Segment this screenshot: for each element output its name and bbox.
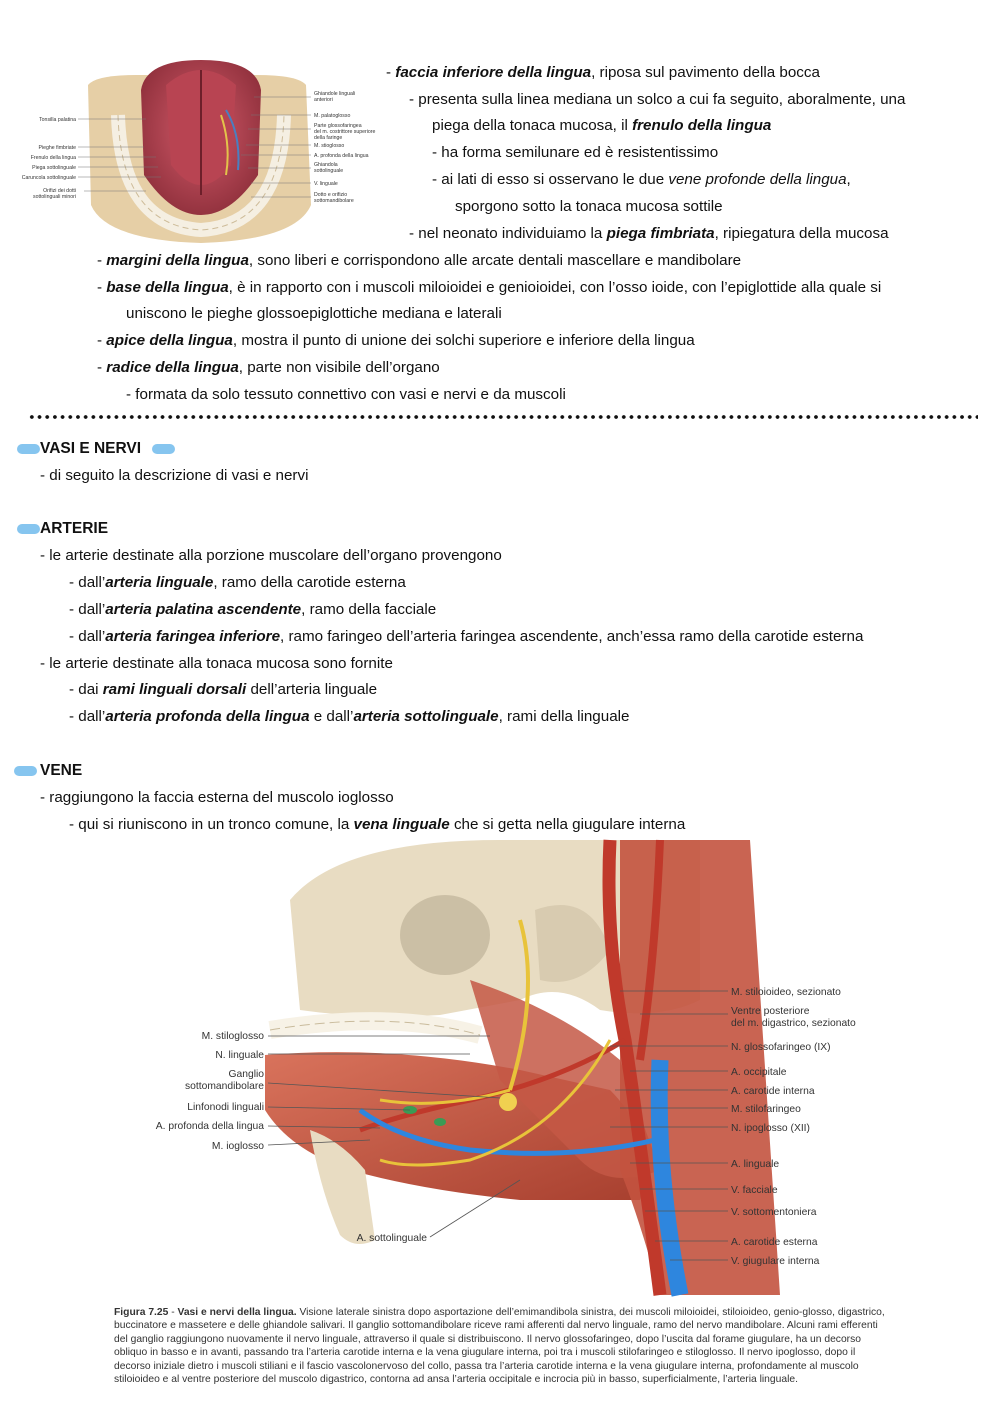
fig1-label: M. stioglosso (314, 143, 345, 149)
text-line: - apice della lingua, mostra il punto di unione dei solchi superiore e inferiore della lingua (97, 332, 695, 349)
text-line: - di seguito la descrizione di vasi e nervi (40, 467, 309, 484)
fig2-label: N. ipoglosso (XII) (731, 1123, 810, 1134)
fig1-label: sottomandibolare (314, 198, 354, 204)
heading-marker (14, 766, 37, 776)
text-line: - raggiungono la faccia esterna del muscolo ioglosso (40, 789, 394, 806)
text-line: - margini della lingua, sono liberi e corrispondono alle arcate dentali mascellare e mandibolare (97, 252, 742, 269)
tongue-inferior-illustration (21, 55, 376, 245)
section-heading-vene: VENE (40, 762, 83, 779)
section-heading-arterie: ARTERIE (40, 520, 109, 537)
fig2-label: M. stilofaringeo (731, 1104, 801, 1115)
fig2-label: N. linguale (215, 1050, 264, 1061)
fig2-label: A. profonda della lingua (155, 1121, 264, 1132)
fig1-label: Dotto e orifizio (314, 192, 348, 198)
fig1-label: anteriori (314, 97, 333, 103)
heading-marker (17, 444, 40, 454)
fig2-label: A. carotide interna (731, 1086, 815, 1097)
fig1-label: sottolinguale (314, 168, 344, 174)
fig1-label: Ghiandole linguali (314, 91, 356, 97)
fig1-label: Tonsilla palatina (39, 117, 76, 123)
fig1-label: M. palatoglosso (314, 113, 351, 119)
text-line: sporgono sotto la tonaca mucosa sottile (455, 198, 723, 215)
fig1-label: V. linguale (314, 181, 338, 187)
fig2-label: M. ioglosso (211, 1141, 264, 1152)
text-line: - dai rami linguali dorsali dell’arteria linguale (69, 681, 378, 698)
fig2-label: A. carotide esterna (731, 1237, 818, 1248)
text-line: - le arterie destinate alla tonaca mucosa sono fornite (40, 655, 393, 672)
fig2-label: A. sottolinguale (356, 1233, 427, 1244)
text-line: - presenta sulla linea mediana un solco a cui fa seguito, aboralmente, una (409, 91, 906, 108)
heading-marker (152, 444, 175, 454)
text-line: - dall’arteria palatina ascendente, ramo della facciale (69, 601, 437, 618)
fig2-label: A. linguale (731, 1159, 780, 1170)
fig2-label: V. giugulare interna (731, 1256, 820, 1267)
text-line: - ai lati di esso si osservano le due vene profonde della lingua, (432, 171, 851, 188)
fig1-label: Pieghe fimbriate (38, 145, 76, 151)
fig2-label: V. facciale (731, 1185, 778, 1196)
fig1-label: A. profonda della lingua (314, 153, 369, 159)
text-line: - formata da solo tessuto connettivo con vasi e nervi e da muscoli (126, 386, 566, 403)
fig1-label: della faringe (314, 135, 343, 141)
fig2-label: Linfonodi linguali (187, 1102, 264, 1113)
text-line: - qui si riuniscono in un tronco comune, la vena linguale che si getta nella giugulare interna (69, 816, 686, 833)
text-line: - dall’arteria profonda della lingua e dall’arteria sottolinguale, rami della linguale (69, 708, 630, 725)
fig1-label: del m. costrittore superiore (314, 129, 376, 135)
fig1-label: sottolinguali minori (33, 194, 76, 200)
text-line: piega della tonaca mucosa, il frenulo della lingua (432, 117, 772, 134)
text-line: - ha forma semilunare ed è resistentissimo (432, 144, 719, 161)
text-line: - nel neonato individuiamo la piega fimbriata, ripiegatura della mucosa (409, 225, 889, 242)
fig2-label: M. stiloglosso (201, 1031, 264, 1042)
fig1-label: Orifizi dei dotti (43, 188, 76, 194)
fig2-label: sottomandibolare (185, 1081, 264, 1092)
fig1-label: Frenulo della lingua (30, 155, 76, 161)
tongue-vessels-nerves-illustration (140, 840, 890, 1295)
text-line: - base della lingua, è in rapporto con i muscoli miloioidei e genioioidei, con l’osso ioide, con l’epiglottide alla quale si (97, 279, 882, 296)
fig1-label: Caruncola sottolinguale (21, 175, 76, 181)
figure-caption: Figura 7.25 - Vasi e nervi della lingua. Visione laterale sinistra dopo asportazione dell’emimandibola sinistra, dei muscoli miloioidei, stiloioideo, genio-glosso, digastrico, buccinatore e massetere e delle ghiandole salivari. Il ganglio sottomandibolare riceve rami afferenti dal nervo linguale, ramo del nervo mandibolare. Alcuni rami efferenti del ganglio raggiungono nuovamente il nervo linguale, attraverso il quale si distribuiscono. Il nervo glossofaringeo, dopo l’uscita dal forame giugulare, ha un decorso obliquo in basso e in avanti, passando tra l’arteria carotide interna e la vena giugulare interna, poi tra i muscoli stilofaringeo e stiloglosso. Il nervo ipoglosso, dopo il decorso iniziale dietro i muscoli stiliani e il fascio vascolonervoso del collo, passa tra l’arteria carotide interna e la vena giugulare interna, profondamente al muscolo stiloioideo e al ventre posteriore del muscolo digastrico, contorna ad ansa l’arteria occipitale e incrocia più in basso, superficialmente, l’arteria linguale. (114, 1307, 885, 1386)
text-line: uniscono le pieghe glossoepiglottiche mediana e laterali (126, 305, 502, 322)
text-line: - dall’arteria faringea inferiore, ramo faringeo dell’arteria faringea ascendente, anch’essa ramo della carotide esterna (69, 628, 864, 645)
fig2-label: V. sottomentoniera (731, 1207, 817, 1218)
dotted-divider (28, 413, 978, 421)
fig1-label: Piega sottolinguale (32, 165, 76, 171)
heading-marker (17, 524, 40, 534)
text-line: - faccia inferiore della lingua, riposa sul pavimento della bocca (386, 64, 820, 81)
fig1-label: Ghiandola (314, 162, 338, 168)
text-line: - le arterie destinate alla porzione muscolare dell’organo provengono (40, 547, 502, 564)
fig2-label: M. stiloioideo, sezionato (731, 987, 841, 998)
text-line: - dall’arteria linguale, ramo della carotide esterna (69, 574, 406, 591)
fig1-label: Parte glossofaringea (314, 123, 362, 129)
section-heading-vasi-nervi: VASI E NERVI (40, 440, 142, 457)
fig2-label: Ventre posteriore (731, 1006, 810, 1017)
fig2-label: Ganglio (228, 1069, 264, 1080)
text-line: - radice della lingua, parte non visibile dell’organo (97, 359, 440, 376)
fig2-label: A. occipitale (731, 1067, 787, 1078)
fig2-label: N. glossofaringeo (IX) (731, 1042, 831, 1053)
fig2-label: del m. digastrico, sezionato (731, 1018, 856, 1029)
